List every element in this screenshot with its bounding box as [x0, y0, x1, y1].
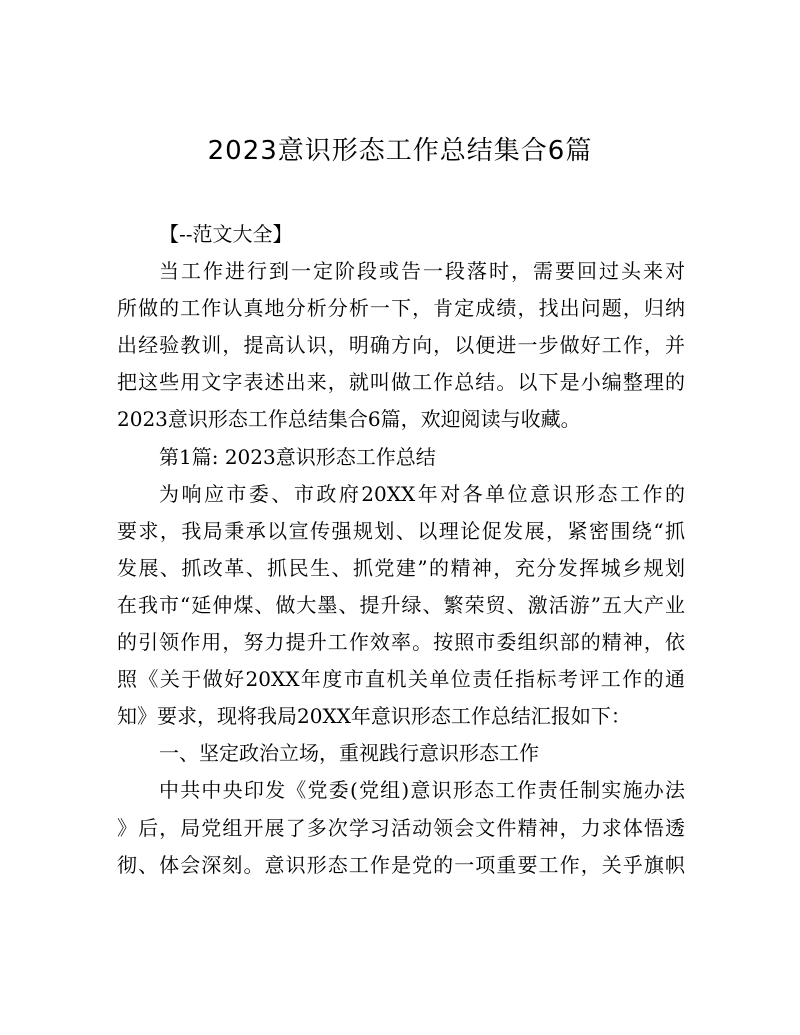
section-label: 【--范文大全】: [159, 222, 293, 246]
paragraph-line: 照《关于做好20XX年度市直机关单位责任指标考评工作的通: [117, 667, 685, 692]
paragraph-line: 的引领作用，努力提升工作效率。按照市委组织部的精神，依: [117, 630, 685, 655]
chapter-heading: 第1篇: 2023意识形态工作总结: [159, 444, 436, 469]
paragraph-line: 所做的工作认真地分析分析一下，肯定成绩，找出问题，归纳: [117, 296, 685, 321]
document-title: 2023意识形态工作总结集合6篇: [207, 136, 593, 166]
paragraph-line: 知》要求，现将我局20XX年意识形态工作总结汇报如下：: [117, 704, 631, 729]
paragraph-line: 当工作进行到一定阶段或告一段落时，需要回过头来对: [159, 259, 685, 284]
paragraph-line: 2023意识形态工作总结集合6篇，欢迎阅读与收藏。: [117, 407, 581, 432]
paragraph-line: 在我市“延伸煤、做大墨、提升绿、繁荣贸、激活游”五大产业: [117, 592, 685, 617]
section-heading: 一、坚定政治立场，重视践行意识形态工作: [159, 741, 539, 766]
paragraph-line: 》后，局党组开展了多次学习活动领会文件精神，力求体悟透: [117, 815, 685, 840]
paragraph-line: 为响应市委、市政府20XX年对各单位意识形态工作的: [159, 481, 685, 506]
paragraph-line: 彻、体会深刻。意识形态工作是党的一项重要工作，关乎旗帜: [117, 852, 685, 877]
paragraph-line: 出经验教训，提高认识，明确方向，以便进一步做好工作，并: [117, 333, 685, 358]
paragraph-line: 发展、抓改革、抓民生、抓党建”的精神，充分发挥城乡规划: [117, 555, 685, 580]
paragraph-line: 把这些用文字表述出来，就叫做工作总结。以下是小编整理的: [117, 370, 685, 395]
paragraph-line: 要求，我局秉承以宣传强规划、以理论促发展，紧密围绕“抓: [117, 518, 685, 543]
paragraph-line: 中共中央印发《党委(党组)意识形态工作责任制实施办法: [159, 778, 685, 803]
document-body: [117, 216, 685, 884]
